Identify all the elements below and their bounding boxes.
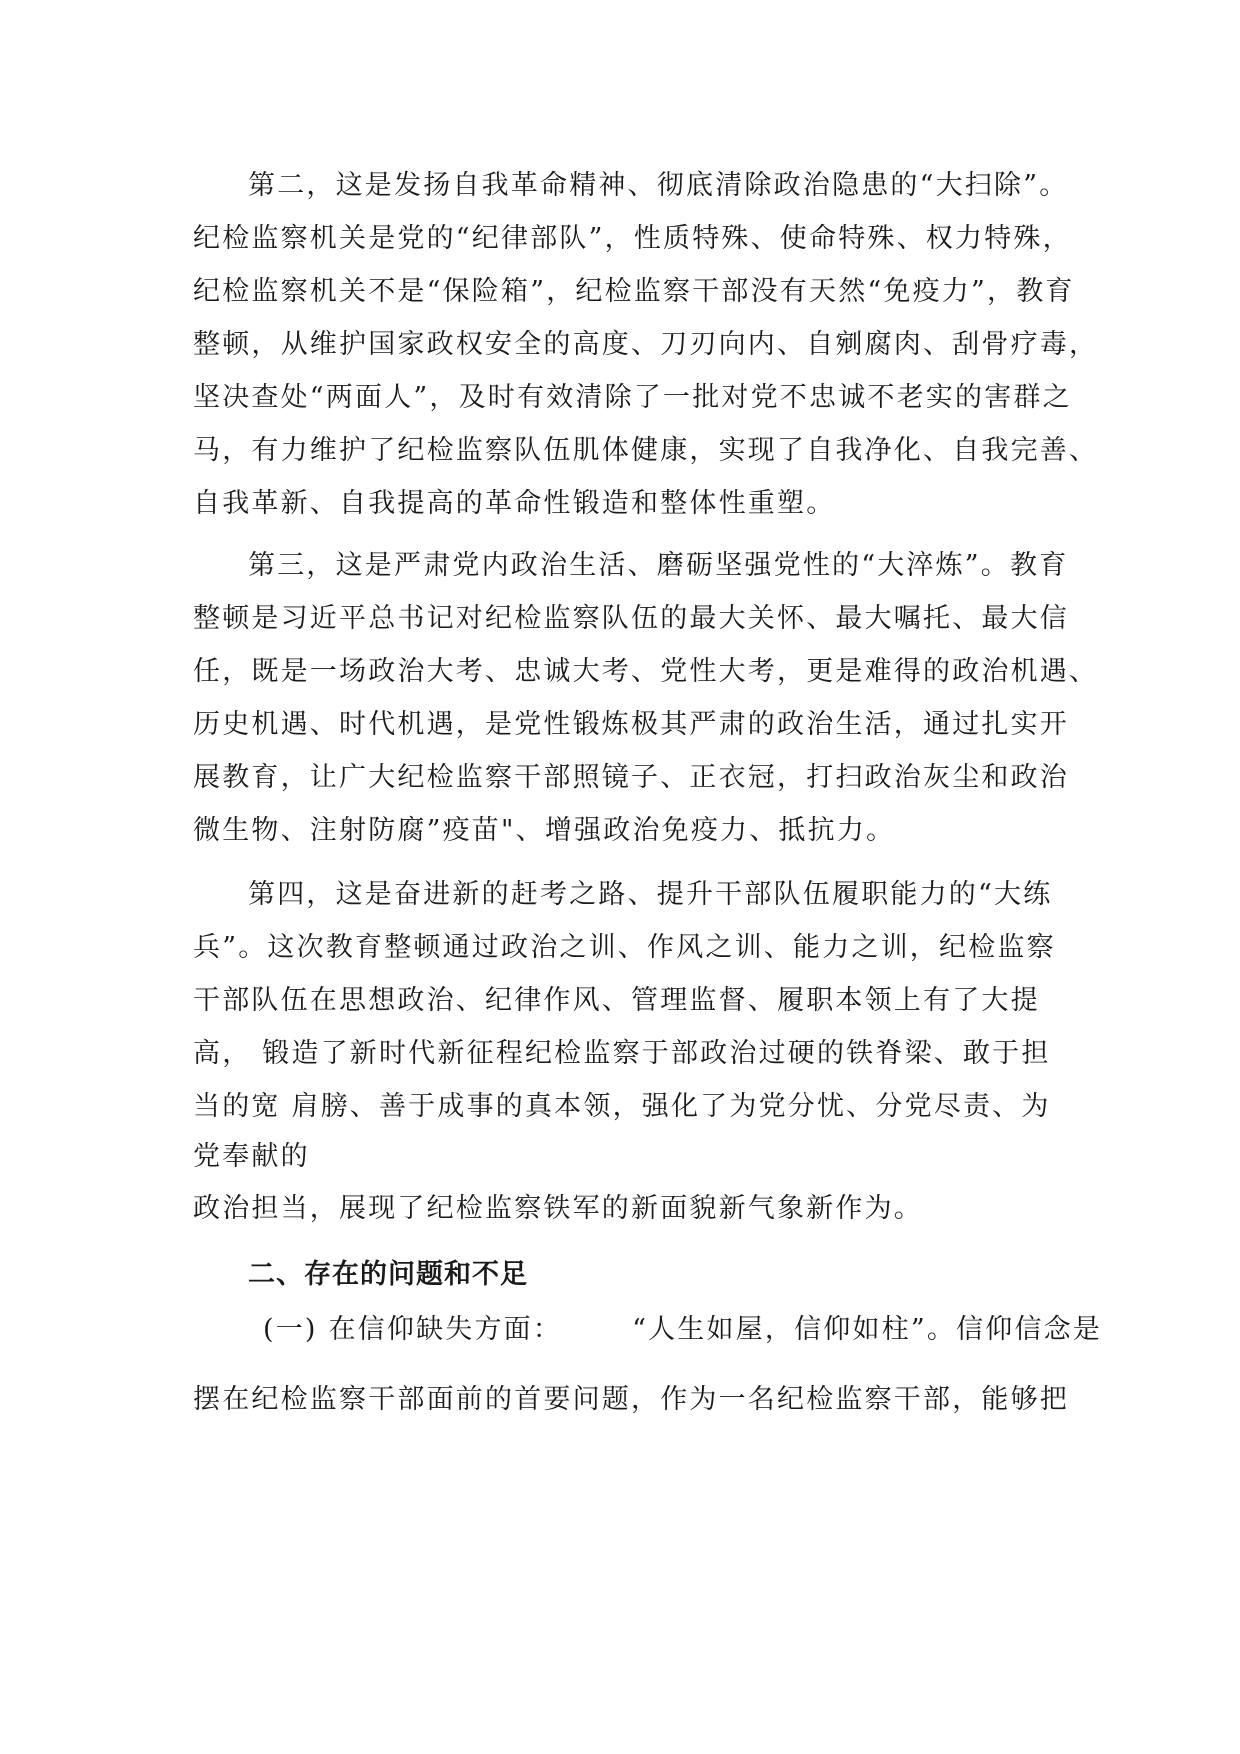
paragraph-line: 兵”。这次教育整顿通过政治之训、作风之训、能力之训，纪检监察	[193, 932, 1056, 963]
paragraph-line: 党奉献的	[193, 1141, 310, 1172]
paragraph-line: 自我革新、自我提高的革命性锻造和整体性重塑。	[193, 488, 836, 519]
paragraph-line: 第四，这是奋进新的赶考之路、提升干部队伍履职能力的“大练	[248, 879, 1053, 910]
paragraph-line: 微生物、注射防腐”疫苗"、增强政治免疫力、抵抗力。	[193, 815, 896, 846]
paragraph-line: 坚决查处“两面人”，及时有效清除了一批对党不忠诚不老实的害群之	[193, 382, 1072, 413]
subsection-label: (一) 在信仰缺失方面：	[263, 1314, 563, 1345]
paragraph-line: 马，有力维护了纪检监察队伍肌体健康，实现了自我净化、自我完善、	[193, 435, 1099, 466]
paragraph-line: 纪检监察机关是党的“纪律部队”，性质特殊、使命特殊、权力特殊，	[193, 223, 1072, 254]
paragraph-line: 历史机遇、时代机遇，是党性锻炼极其严肃的政治生活，通过扎实开	[193, 709, 1069, 740]
paragraph-line: 纪检监察机关不是“保险箱”，纪检监察干部没有天然“免疫力”，教育	[193, 276, 1075, 307]
paragraph-line: 当的宽 肩膀、善于成事的真本领，强化了为党分忧、分党尽责、为	[193, 1091, 1051, 1122]
paragraph-line: 高， 锻造了新时代新征程纪检监察于部政治过硬的铁脊梁、敢于担	[193, 1038, 1051, 1069]
paragraph-line: 整顿是习近平总书记对纪检监察队伍的最大关怀、最大嘱托、最大信	[193, 603, 1069, 634]
paragraph-line: 政治担当，展现了纪检监察铁军的新面貌新气象新作为。	[193, 1193, 923, 1224]
paragraph-line: 整顿，从维护国家政权安全的高度、刀刃向内、自剜腐肉、刮骨疗毒，	[193, 329, 1099, 360]
section-heading: 二、存在的问题和不足	[248, 1259, 528, 1290]
paragraph-line: 干部队伍在思想政治、纪律作风、管理监督、履职本领上有了大提	[193, 985, 1040, 1016]
subsection-quote: “人生如屋，信仰如柱”。信仰信念是	[632, 1314, 1103, 1345]
paragraph-line: 第三，这是严肃党内政治生活、磨砺坚强党性的“大淬炼”。教育	[248, 550, 1069, 581]
paragraph-line: 展教育，让广大纪检监察干部照镜子、正衣冠，打扫政治灰尘和政治	[193, 762, 1069, 793]
paragraph-line: 摆在纪检监察干部面前的首要问题，作为一名纪检监察干部，能够把	[193, 1384, 1069, 1415]
subsection-line	[263, 1310, 1102, 1350]
paragraph-line: 任，既是一场政治大考、忠诚大考、党性大考，更是难得的政治机遇、	[193, 656, 1099, 687]
paragraph-line: 第二，这是发扬自我革命精神、彻底清除政治隐患的“大扫除”。	[248, 170, 1069, 201]
